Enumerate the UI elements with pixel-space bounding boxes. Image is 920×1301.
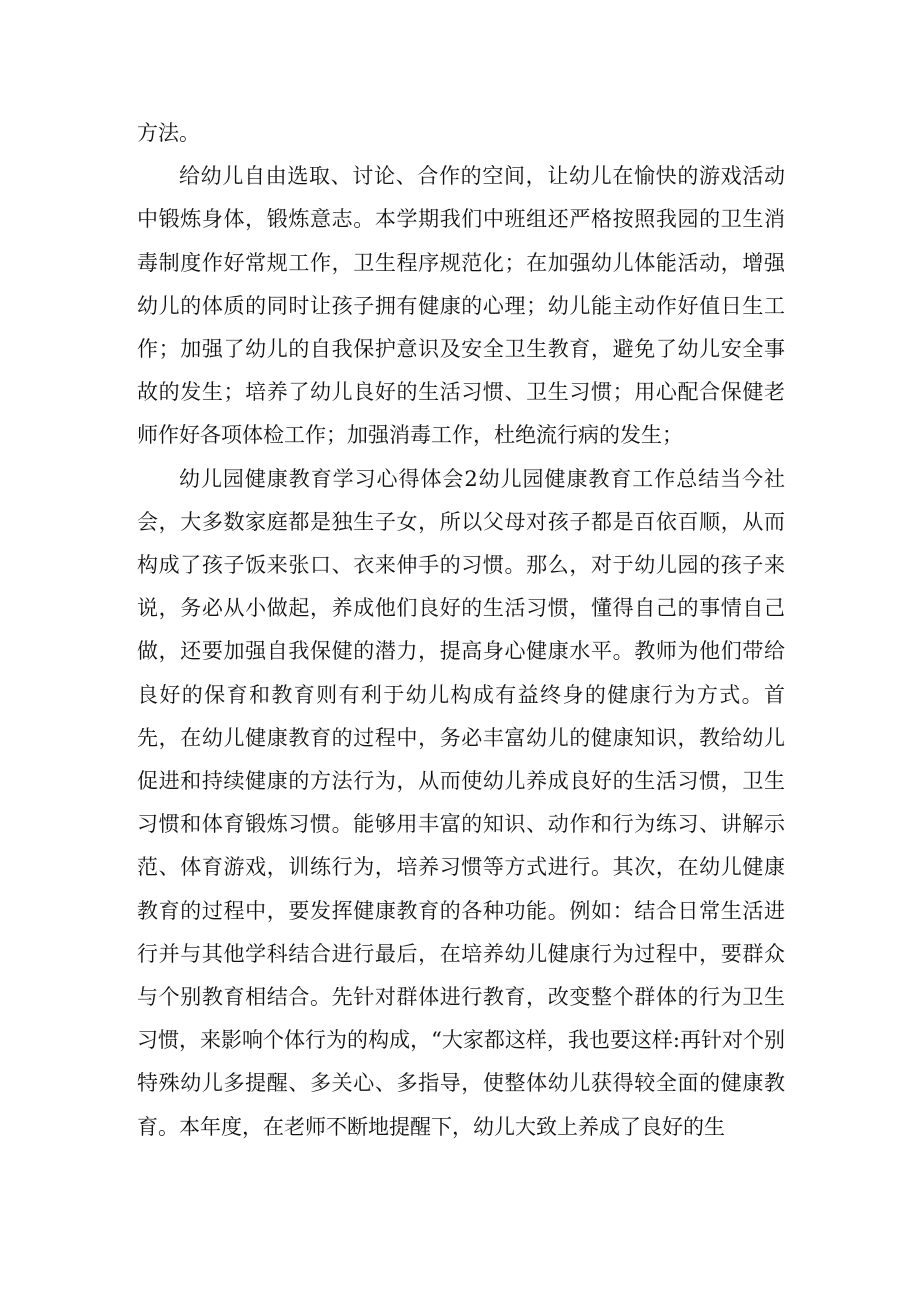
paragraph-1: 方法。 bbox=[137, 121, 200, 145]
document-body bbox=[137, 112, 785, 1149]
paragraph-3: 幼儿园健康教育学习心得体会2幼儿园健康教育工作总结当今社会，大多数家庭都是独生子女，所以父母对孩子都是百依百顺，从而构成了孩子饭来张口、衣来伸手的习惯。那么，对于幼儿园的孩子来说，务必从小做起，养成他们良好的生活习惯，懂得自己的事情自己做，还要加强自我保健的潜力，提高身心健康水平。教师为他们带给良好的保育和教育则有利于幼儿构成有益终身的健康行为方式。首先，在幼儿健康教育的过程中，务必丰富幼儿的健康知识，教给幼儿促进和持续健康的方法行为，从而使幼儿养成良好的生活习惯，卫生习惯和体育锻炼习惯。能够用丰富的知识、动作和行为练习、讲解示范、体育游戏，训练行为，培养习惯等方式进行。其次，在幼儿健康教育的过程中，要发挥健康教育的各种功能。例如：结合日常生活进行并与其他学科结合进行最后，在培养幼儿健康行为过程中，要群众与个别教育相结合。先针对群体进行教育，改变整个群体的行为卫生习惯，来影响个体行为的构成，“大家都这样，我也要这样:再针对个别特殊幼儿多提醒、多关心、多指导，使整体幼儿获得较全面的健康教育。本年度，在老师不断地提醒下，幼儿大致上养成了良好的生 bbox=[137, 466, 785, 1139]
paragraph-2: 给幼儿自由选取、讨论、合作的空间，让幼儿在愉快的游戏活动中锻炼身体，锻炼意志。本学期我们中班组还严格按照我园的卫生消毒制度作好常规工作，卫生程序规范化；在加强幼儿体能活动，增强幼儿的体质的同时让孩子拥有健康的心理；幼儿能主动作好值日生工作；加强了幼儿的自我保护意识及安全卫生教育，避免了幼儿安全事故的发生；培养了幼儿良好的生活习惯、卫生习惯；用心配合保健老师作好各项体检工作；加强消毒工作，杜绝流行病的发生； bbox=[137, 164, 785, 448]
